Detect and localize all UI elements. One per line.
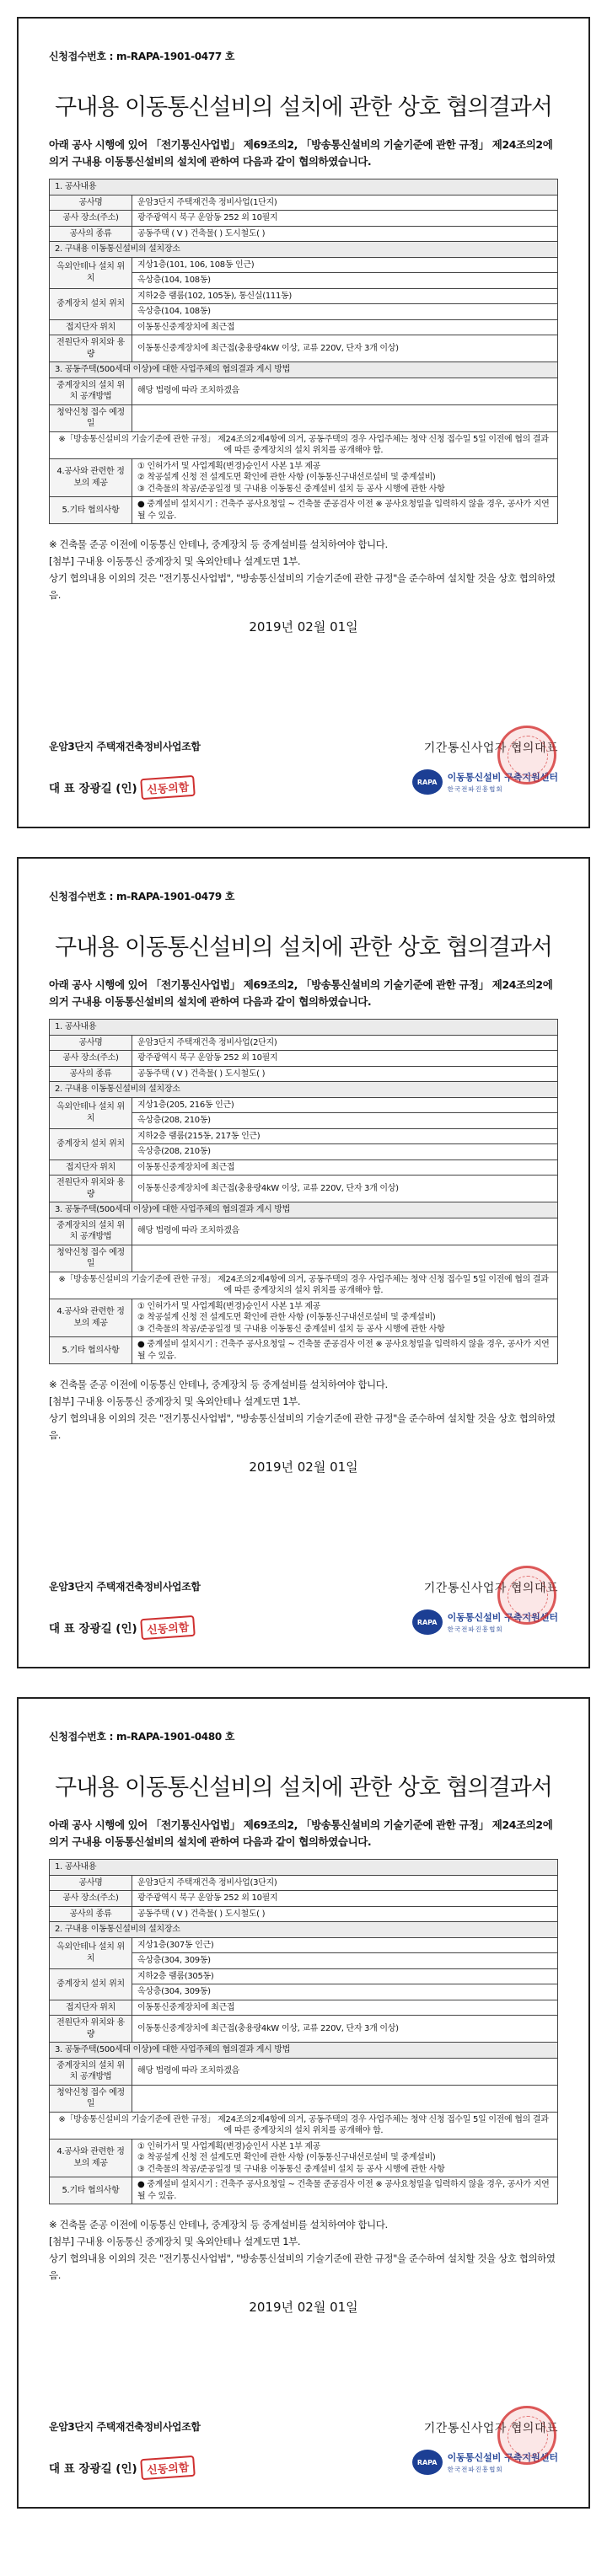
footnote-line: [첨부] 구내용 이동통신 중계장치 및 옥외안테나 설계도면 1부. (49, 2236, 301, 2248)
info-line: ② 착공설계 신청 전 설계도면 확인에 관한 사항 (이동통신구내선로설비 및 중계설비) (137, 2153, 436, 2162)
section-header: 1. 공사내용 (50, 179, 558, 195)
project-type-value: 공동주택 ( V ) 건축물( ) 도시철도( ) (132, 1066, 558, 1082)
footnote-line: 상기 협의내용 이외의 것은 "전기통신사업법", "방송통신설비의 기술기준에 관한 규정"을 준수하여 설치할 것을 상호 협의하였음. (49, 1412, 556, 1442)
table-row (50, 1082, 558, 1098)
project-type-value: 공동주택 ( V ) 건축물( ) 도시철도( ) (132, 226, 558, 242)
logo-subtitle: 한국전파진흥협회 (447, 2466, 503, 2473)
table-row (50, 1176, 558, 1202)
table-row (50, 2058, 558, 2085)
party-right (347, 739, 558, 795)
repeater-value: 옥상층(304, 309동) (132, 1984, 558, 2000)
footnotes (49, 1376, 558, 1444)
association-name: 운암3단지 주택재건축정비사업조합 (49, 741, 201, 752)
table-row (50, 319, 558, 335)
repeater-value: 옥상층(104, 108동) (132, 304, 558, 320)
row-label: 청약신청 접수 예정일 (50, 404, 132, 431)
repeater-value: 지하2층 램룸(102, 105동), 통신실(111동) (132, 288, 558, 304)
table-row (50, 1020, 558, 1036)
row-label: 공사명 (50, 1875, 132, 1891)
notice-text: ※「방송통신설비의 기술기준에 관한 규정」 제24조의2제4항에 의거, 공동주택의 경우 사업주체는 청약 신청 접수일 5일 이전에 협의 결과에 따른 중계장치의 설치 위치를 공개해야 함. (50, 2112, 558, 2139)
table-row (50, 179, 558, 195)
operator-representative: 기간통신사업자 협의대표 (423, 1582, 558, 1595)
outdoor-antenna-value: 지상1층(101, 106, 108동 인근) (132, 257, 558, 273)
outdoor-antenna-value: 지상1층(307동 인근) (132, 1937, 558, 1953)
footnote-line: [첨부] 구내용 이동통신 중계장치 및 옥외안테나 설계도면 1부. (49, 1395, 301, 1408)
project-site-value: 광주광역시 북구 운암동 252 외 10필지 (132, 1051, 558, 1067)
row-label: 공사의 종류 (50, 226, 132, 242)
outdoor-antenna-value: 옥상층(208, 210동) (132, 1113, 558, 1129)
row-label: 5.기타 협의사항 (50, 2177, 132, 2204)
footnote-line: 상기 협의내용 이외의 것은 "전기통신사업법", "방송통신설비의 기술기준에 관한 규정"을 준수하여 설치할 것을 상호 협의하였음. (49, 572, 556, 602)
approval-stamp: 신동의함 (140, 2456, 196, 2480)
agreement-date: 2019년 02월 01일 (249, 2299, 358, 2315)
section-header: 1. 공사내용 (50, 1020, 558, 1036)
representative-name: 대 표 장광길 (인) (49, 782, 137, 795)
other-matters-value: ● 중계설비 설치시기 : 건축주 공사요청일 ~ 건축물 준공검사 이전 ※ 공사요청일을 입력하지 않을 경우, 공사가 지연 될 수 있음. (132, 1337, 558, 1364)
logo-name: 이동통신설비 구축지원센터 (447, 2452, 558, 2463)
other-matters-value: ● 중계설비 설치시기 : 건축주 공사요청일 ~ 건축물 준공검사 이전 ※ 공사요청일을 입력하지 않을 경우, 공사가 지연 될 수 있음. (132, 2177, 558, 2204)
table-row (50, 1906, 558, 1922)
info-line: ① 인허가서 및 사업계획(변경)승인서 사본 1부 제공 (137, 2141, 321, 2151)
approval-stamp: 신동의함 (140, 775, 196, 800)
table-row (50, 2043, 558, 2059)
table-row (50, 1218, 558, 1245)
project-site-value: 광주광역시 북구 운암동 252 외 10필지 (132, 211, 558, 227)
signature-block (49, 2419, 558, 2495)
agreement-date: 2019년 02월 01일 (249, 619, 358, 635)
power-location-value: 이동통신중계장치에 최근접(충용량4kW 이상, 교류 220V, 단자 3개 이상) (132, 335, 558, 362)
subscription-date-value (132, 2085, 558, 2112)
table-row (50, 211, 558, 227)
approval-stamp: 신동의함 (140, 1615, 196, 1640)
row-label: 접지단자 위치 (50, 1159, 132, 1176)
official-seal-icon (497, 2406, 556, 2465)
row-label: 청약신청 접수 예정일 (50, 1245, 132, 1272)
table-row (50, 1245, 558, 1272)
table-row (50, 1922, 558, 1938)
row-label: 접지단자 위치 (50, 319, 132, 335)
row-label: 공사 장소(주소) (50, 1051, 132, 1067)
row-label: 공사의 종류 (50, 1906, 132, 1922)
subscription-date-value (132, 404, 558, 431)
table-row (50, 1066, 558, 1082)
table-row (50, 431, 558, 458)
official-seal-icon (497, 726, 556, 785)
info-line: ② 착공설계 신청 전 설계도면 확인에 관한 사항 (이동통신구내선로설비 및 중계설비) (137, 1313, 436, 1322)
post-method-value: 해당 법령에 따라 조치하겠음 (132, 2058, 558, 2085)
representative-name: 대 표 장광길 (인) (49, 2462, 137, 2476)
table-row (50, 1875, 558, 1891)
table-row (50, 195, 558, 211)
row-label: 4.공사와 관련한 정보의 제공 (50, 458, 132, 497)
project-site-value: 광주광역시 북구 운암동 252 외 10필지 (132, 1891, 558, 1907)
document-pages (0, 17, 607, 2509)
other-matters-value: ● 중계설비 설치시기 : 건축주 공사요청일 ~ 건축물 준공검사 이전 ※ 공사요청일을 입력하지 않을 경우, 공사가 지연 될 수 있음. (132, 497, 558, 524)
table-row (50, 288, 558, 304)
outdoor-antenna-value: 옥상층(104, 108동) (132, 273, 558, 289)
registration-number: 신청접수번호 : m-RAPA-1901-0480 호 (49, 1731, 235, 1743)
ground-location-value: 이동통신중계장치에 최근접 (132, 2000, 558, 2016)
outdoor-antenna-value: 지상1층(205, 216동 인근) (132, 1097, 558, 1113)
logo-subtitle: 한국전파진흥협회 (447, 785, 503, 793)
row-label: 5.기타 협의사항 (50, 497, 132, 524)
party-left (49, 1579, 285, 1638)
representative (49, 1617, 285, 1638)
row-label: 중계장치 설치 위치 (50, 1128, 132, 1159)
logo-name: 이동통신설비 구축지원센터 (447, 1612, 558, 1623)
table-row (50, 2000, 558, 2016)
row-label: 청약신청 접수 예정일 (50, 2085, 132, 2112)
table-row (50, 378, 558, 404)
agreement-date: 2019년 02월 01일 (249, 1459, 358, 1475)
info-line: ① 인허가서 및 사업계획(변경)승인서 사본 1부 제공 (137, 461, 321, 471)
footnotes (49, 536, 558, 604)
power-location-value: 이동통신중계장치에 최근접(충용량4kW 이상, 교류 220V, 단자 3개 이상) (132, 2016, 558, 2043)
table-row (50, 1035, 558, 1051)
table-row (50, 458, 558, 497)
table-row (50, 1937, 558, 1953)
notice-text: ※「방송통신설비의 기술기준에 관한 규정」 제24조의2제4항에 의거, 공동주택의 경우 사업주체는 청약 신청 접수일 5일 이전에 협의 결과에 따른 중계장치의 설치 위치를 공개해야 함. (50, 431, 558, 458)
table-row (50, 242, 558, 258)
project-name-value: 운암3단지 주택재건축 정비사업(1단지) (132, 195, 558, 211)
document-title: 구내용 이동통신설비의 설치에 관한 상호 협의결과서 (55, 94, 552, 120)
row-label: 옥외안테나 설치 위치 (50, 257, 132, 288)
table-row (50, 1097, 558, 1113)
logo-subtitle: 한국전파진흥협회 (447, 1625, 503, 1633)
party-right (347, 2419, 558, 2475)
table-row (50, 257, 558, 273)
repeater-value: 지하2층 램룸(305동) (132, 1968, 558, 1984)
table-row (50, 497, 558, 524)
operator-representative: 기간통신사업자 협의대표 (423, 742, 558, 755)
registration-number: 신청접수번호 : m-RAPA-1901-0477 호 (49, 51, 235, 62)
table-row (50, 1159, 558, 1176)
section-header: 3. 공동주택(500세대 이상)에 대한 사업주체의 협의결과 게시 방법 (50, 1202, 558, 1218)
info-line: ② 착공설계 신청 전 설계도면 확인에 관한 사항 (이동통신구내선로설비 및 중계설비) (137, 473, 436, 482)
representative-name: 대 표 장광길 (인) (49, 1622, 137, 1636)
row-label: 공사 장소(주소) (50, 211, 132, 227)
agreement-table (49, 1859, 558, 2204)
project-name-value: 운암3단지 주택재건축 정비사업(3단지) (132, 1875, 558, 1891)
info-line: ③ 건축물의 착공/준공일정 및 구내용 이동통신 중계설비 설치 등 공사 시행에 관한 사항 (137, 2164, 445, 2174)
table-row (50, 2112, 558, 2139)
footnote-line: ※ 건축물 준공 이전에 이동통신 안테나, 중계장치 등 중계설비를 설치하여야 합니다. (49, 2219, 388, 2231)
registration-number: 신청접수번호 : m-RAPA-1901-0479 호 (49, 891, 235, 902)
row-label: 중계장치 설치 위치 (50, 288, 132, 319)
association-name: 운암3단지 주택재건축정비사업조합 (49, 1581, 201, 1593)
footnote-line: 상기 협의내용 이외의 것은 "전기통신사업법", "방송통신설비의 기술기준에 관한 규정"을 준수하여 설치할 것을 상호 협의하였음. (49, 2252, 556, 2282)
row-label: 중계장치의 설치 위치 공개방법 (50, 1218, 132, 1245)
repeater-value: 지하2층 램룸(215동, 217동 인근) (132, 1128, 558, 1144)
section-header: 3. 공동주택(500세대 이상)에 대한 사업주체의 협의결과 게시 방법 (50, 362, 558, 378)
ground-location-value: 이동통신중계장치에 최근접 (132, 319, 558, 335)
table-row (50, 1128, 558, 1144)
row-label: 전원단자 위치와 용량 (50, 335, 132, 362)
table-row (50, 1272, 558, 1299)
representative (49, 2457, 285, 2478)
intro-paragraph: 아래 공사 시행에 있어 「전기통신사업법」 제69조의2, 「방송통신설비의 기술기준에 관한 규정」 제24조의2에 의거 구내용 이동통신설비의 설치에 관하여 다음과 같이 협의하였습니다. (49, 138, 553, 168)
table-row (50, 226, 558, 242)
table-row (50, 2085, 558, 2112)
table-row (50, 2139, 558, 2177)
row-label: 전원단자 위치와 용량 (50, 2016, 132, 2043)
table-row (50, 2177, 558, 2204)
document-title: 구내용 이동통신설비의 설치에 관한 상호 협의결과서 (55, 1775, 552, 1801)
footnote-line: ※ 건축물 준공 이전에 이동통신 안테나, 중계장치 등 중계설비를 설치하여야 합니다. (49, 1379, 388, 1390)
table-row (50, 1860, 558, 1876)
row-label: 4.공사와 관련한 정보의 제공 (50, 1299, 132, 1337)
notice-text: ※「방송통신설비의 기술기준에 관한 규정」 제24조의2제4항에 의거, 공동주택의 경우 사업주체는 청약 신청 접수일 5일 이전에 협의 결과에 따른 중계장치의 설치 위치를 공개해야 함. (50, 1272, 558, 1299)
table-row (50, 404, 558, 431)
table-row (50, 1968, 558, 1984)
intro-paragraph: 아래 공사 시행에 있어 「전기통신사업법」 제69조의2, 「방송통신설비의 기술기준에 관한 규정」 제24조의2에 의거 구내용 이동통신설비의 설치에 관하여 다음과 같이 협의하였습니다. (49, 1818, 553, 1848)
table-row (50, 1337, 558, 1364)
row-label: 공사의 종류 (50, 1066, 132, 1082)
logo-name: 이동통신설비 구축지원센터 (447, 772, 558, 783)
info-provision-value (132, 458, 558, 497)
section-header: 2. 구내용 이동통신설비의 설치장소 (50, 1082, 558, 1098)
table-row (50, 1202, 558, 1218)
table-row (50, 335, 558, 362)
official-seal-icon (497, 1566, 556, 1625)
row-label: 중계장치의 설치 위치 공개방법 (50, 378, 132, 404)
project-type-value: 공동주택 ( V ) 건축물( ) 도시철도( ) (132, 1906, 558, 1922)
agreement-page (17, 17, 590, 828)
info-provision-value (132, 2139, 558, 2177)
row-label: 공사명 (50, 195, 132, 211)
row-label: 옥외안테나 설치 위치 (50, 1097, 132, 1128)
party-right (347, 1579, 558, 1635)
row-label: 4.공사와 관련한 정보의 제공 (50, 2139, 132, 2177)
subscription-date-value (132, 1245, 558, 1272)
rapa-logo-icon: RAPA (412, 769, 443, 795)
section-header: 1. 공사내용 (50, 1860, 558, 1876)
representative (49, 777, 285, 798)
row-label: 공사 장소(주소) (50, 1891, 132, 1907)
agreement-page (17, 1697, 590, 2509)
info-line: ③ 건축물의 착공/준공일정 및 구내용 이동통신 중계설비 설치 등 공사 시행에 관한 사항 (137, 484, 445, 494)
document-title: 구내용 이동통신설비의 설치에 관한 상호 협의결과서 (55, 935, 552, 961)
table-row (50, 2016, 558, 2043)
section-header: 3. 공동주택(500세대 이상)에 대한 사업주체의 협의결과 게시 방법 (50, 2043, 558, 2059)
footnote-line: [첨부] 구내용 이동통신 중계장치 및 옥외안테나 설계도면 1부. (49, 555, 301, 568)
section-header: 2. 구내용 이동통신설비의 설치장소 (50, 242, 558, 258)
table-row (50, 1891, 558, 1907)
power-location-value: 이동통신중계장치에 최근접(충용량4kW 이상, 교류 220V, 단자 3개 이상) (132, 1176, 558, 1202)
post-method-value: 해당 법령에 따라 조치하겠음 (132, 378, 558, 404)
operator-representative: 기간통신사업자 협의대표 (423, 2422, 558, 2435)
intro-paragraph: 아래 공사 시행에 있어 「전기통신사업법」 제69조의2, 「방송통신설비의 기술기준에 관한 규정」 제24조의2에 의거 구내용 이동통신설비의 설치에 관하여 다음과 같이 협의하였습니다. (49, 978, 553, 1008)
signature-block (49, 1579, 558, 1655)
row-label: 접지단자 위치 (50, 2000, 132, 2016)
row-label: 전원단자 위치와 용량 (50, 1176, 132, 1202)
info-line: ① 인허가서 및 사업계획(변경)승인서 사본 1부 제공 (137, 1301, 321, 1311)
association-name: 운암3단지 주택재건축정비사업조합 (49, 2421, 201, 2433)
section-header: 2. 구내용 이동통신설비의 설치장소 (50, 1922, 558, 1938)
project-name-value: 운암3단지 주택재건축 정비사업(2단지) (132, 1035, 558, 1051)
footnote-line: ※ 건축물 준공 이전에 이동통신 안테나, 중계장치 등 중계설비를 설치하여야 합니다. (49, 538, 388, 550)
info-line: ③ 건축물의 착공/준공일정 및 구내용 이동통신 중계설비 설치 등 공사 시행에 관한 사항 (137, 1324, 445, 1334)
ground-location-value: 이동통신중계장치에 최근접 (132, 1159, 558, 1176)
rapa-logo-icon: RAPA (412, 2450, 443, 2475)
row-label: 5.기타 협의사항 (50, 1337, 132, 1364)
rapa-logo-icon: RAPA (412, 1609, 443, 1635)
row-label: 중계장치 설치 위치 (50, 1968, 132, 2000)
agreement-table (49, 1019, 558, 1364)
party-left (49, 2419, 285, 2478)
table-row (50, 1299, 558, 1337)
row-label: 옥외안테나 설치 위치 (50, 1937, 132, 1968)
info-provision-value (132, 1299, 558, 1337)
outdoor-antenna-value: 옥상층(304, 309동) (132, 1953, 558, 1969)
repeater-value: 옥상층(208, 210동) (132, 1144, 558, 1160)
signature-block (49, 739, 558, 815)
footnotes (49, 2216, 558, 2284)
row-label: 중계장치의 설치 위치 공개방법 (50, 2058, 132, 2085)
agreement-table (49, 179, 558, 524)
agreement-page (17, 857, 590, 1668)
table-row (50, 1051, 558, 1067)
party-left (49, 739, 285, 798)
row-label: 공사명 (50, 1035, 132, 1051)
post-method-value: 해당 법령에 따라 조치하겠음 (132, 1218, 558, 1245)
table-row (50, 362, 558, 378)
